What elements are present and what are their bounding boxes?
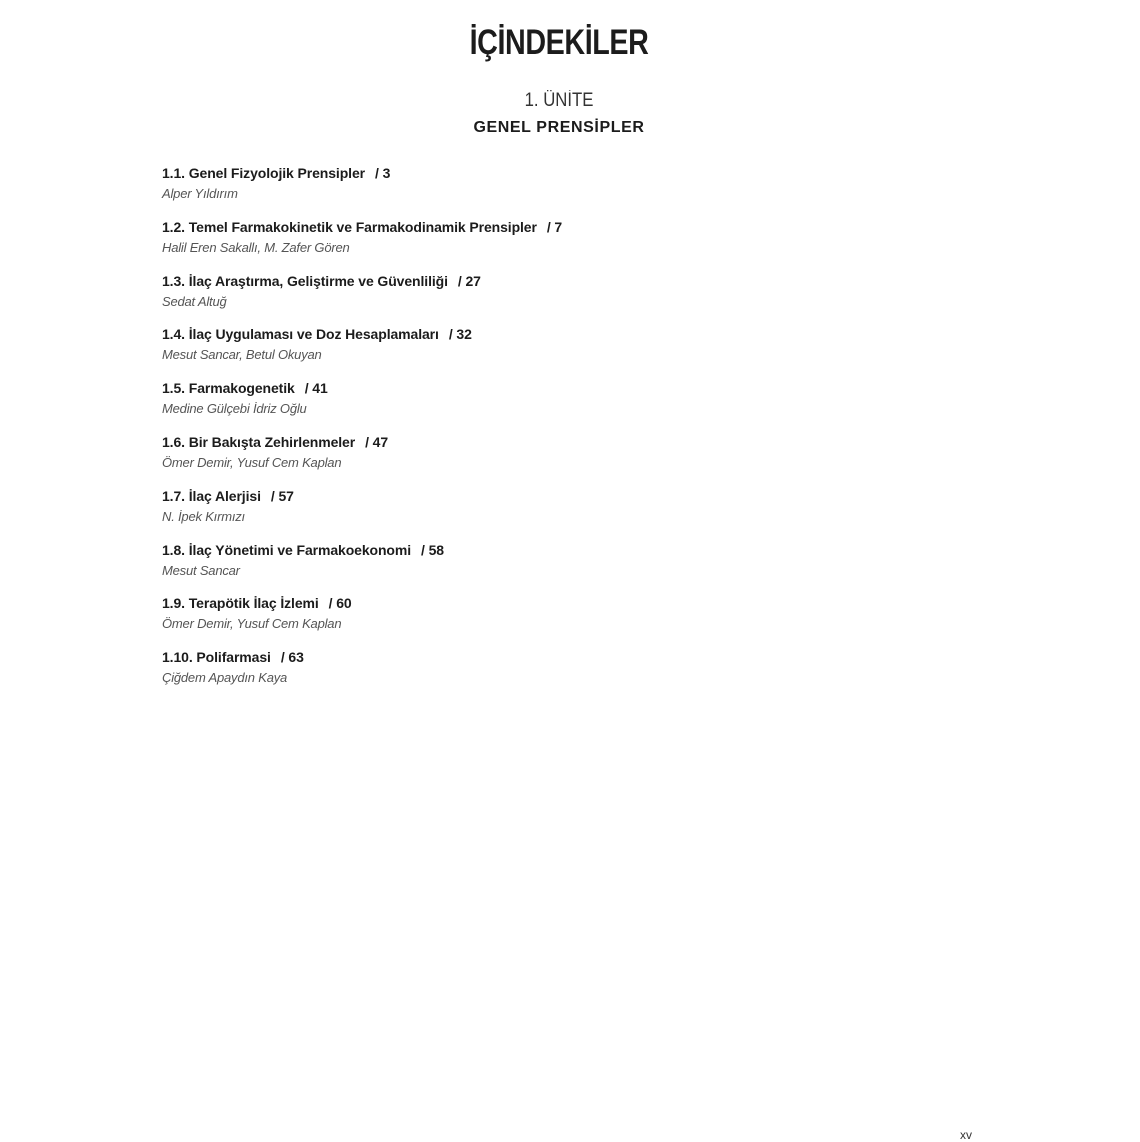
toc-entry-authors: Ömer Demir, Yusuf Cem Kaplan [162,616,342,632]
toc-entry-title: 1.1. Genel Fizyolojik Prensipler [162,165,365,181]
toc-heading[interactable] [162,377,862,399]
toc-heading[interactable] [162,216,862,238]
toc-entry-page: / 58 [421,541,444,558]
toc-entry-title: 1.8. İlaç Yönetimi ve Farmakoekonomi [162,541,412,558]
toc-entry-title: 1.6. Bir Bakışta Zehirlenmeler [162,433,356,450]
toc-entry [162,539,862,593]
table-of-contents [162,162,862,700]
toc-entry-title: 1.2. Temel Farmakokinetik ve Farmakodinamik Prensipler [162,218,537,235]
toc-entry-page: / 60 [328,595,352,612]
toc-entry [162,592,862,646]
toc-entry-title: 1.7. İlaç Alerjisi [162,487,261,504]
toc-entry-page: / 57 [270,487,294,504]
toc-entry [162,162,862,216]
toc-entry [162,646,862,700]
toc-entry [162,270,862,324]
toc-heading[interactable] [162,270,862,292]
toc-heading[interactable] [162,323,862,345]
toc-entry-authors: Sedat Altuğ [162,293,227,309]
unit-number: 1. ÜNİTE [524,90,594,111]
toc-entry-page: / 47 [365,433,389,450]
toc-entry [162,323,862,377]
unit-title: GENEL PRENSİPLER [473,119,645,136]
toc-entry-authors: Alper Yıldırım [162,186,238,201]
toc-entry-authors: Mesut Sancar [162,562,240,578]
toc-entry-page: / 27 [457,272,481,289]
toc-entry-title: 1.5. Farmakogenetik [162,380,295,397]
toc-heading[interactable] [162,592,862,614]
toc-entry [162,377,862,431]
toc-heading[interactable] [162,162,862,184]
toc-entry [162,216,862,270]
toc-entry-page: / 3 [375,165,391,181]
toc-entry-title: 1.9. Terapötik İlaç İzlemi [162,595,319,612]
toc-heading[interactable] [162,485,862,507]
toc-entry-authors: N. İpek Kırmızı [162,508,245,524]
toc-entry-title: 1.4. İlaç Uygulaması ve Doz Hesaplamaları [162,326,439,343]
toc-heading[interactable] [162,431,862,453]
toc-entry-authors: Mesut Sancar, Betul Okuyan [162,347,322,363]
page-title: İÇİNDEKİLER [469,23,649,63]
toc-entry-title: 1.10. Polifarmasi [162,649,271,666]
toc-entry-authors: Çiğdem Apaydın Kaya [162,670,288,686]
toc-entry-page: / 41 [304,380,328,397]
toc-entry [162,431,862,485]
page-number: xv [960,1128,972,1142]
toc-entry-page: / 32 [448,326,472,343]
toc-entry-title: 1.3. İlaç Araştırma, Geliştirme ve Güvenliliği [162,272,448,289]
toc-heading[interactable] [162,646,862,668]
toc-entry-page: / 7 [546,218,563,235]
toc-heading[interactable] [162,539,862,561]
toc-entry [162,485,862,539]
toc-entry-authors: Halil Eren Sakallı, M. Zafer Gören [162,239,350,255]
toc-entry-authors: Medine Gülçebi İdriz Oğlu [162,401,307,417]
toc-entry-authors: Ömer Demir, Yusuf Cem Kaplan [162,454,342,470]
toc-entry-page: / 63 [280,649,304,666]
